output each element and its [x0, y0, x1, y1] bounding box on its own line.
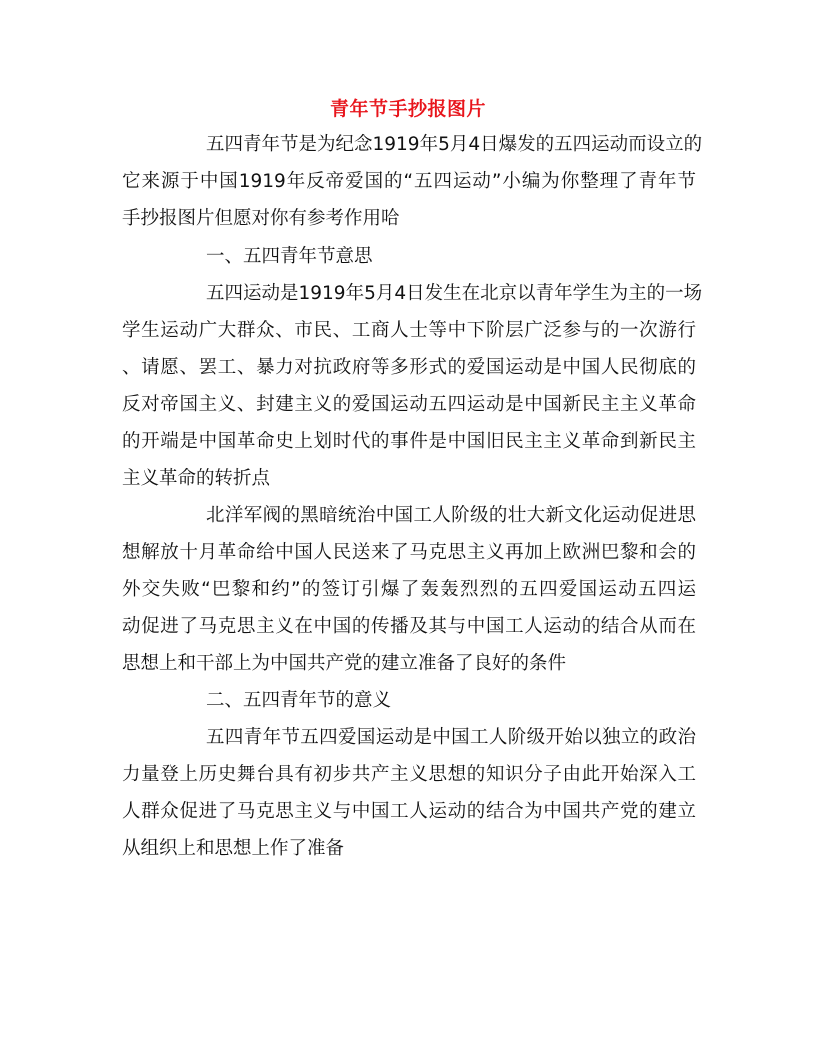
paragraph-line: 想解放十月革命给中国人民送来了马克思主义再加上欧洲巴黎和会的: [122, 542, 696, 563]
paragraph-line: 的开端是中国革命史上划时代的事件是中国旧民主主义革命到新民主: [122, 431, 696, 452]
paragraph-line: 人群众促进了马克思主义与中国工人运动的结合为中国共产党的建立: [122, 801, 696, 822]
paragraph-line: 动促进了马克思主义在中国的传播及其与中国工人运动的结合从而在: [122, 616, 696, 637]
paragraph-line: 五四青年节是为纪念1919年5月4日爆发的五四运动而设立的: [206, 134, 703, 155]
paragraph-line: 它来源于中国1919年反帝爱国的“五四运动”小编为你整理了青年节: [122, 171, 696, 192]
paragraph-line: 主义革命的转折点: [122, 468, 271, 489]
paragraph-line: 反对帝国主义、封建主义的爱国运动五四运动是中国新民主主义革命: [122, 394, 696, 415]
paragraph-line: 五四运动是1919年5月4日发生在北京以青年学生为主的一场: [206, 283, 703, 304]
paragraph-line: 五四青年节五四爱国运动是中国工人阶级开始以独立的政治: [206, 727, 696, 748]
document-title: 青年节手抄报图片: [329, 98, 486, 120]
paragraph-line: 手抄报图片但愿对你有参考作用哈: [122, 208, 400, 229]
paragraph-line: 思想上和干部上为中国共产党的建立准备了良好的条件: [122, 653, 567, 674]
paragraph-line: 学生运动广大群众、市民、工商人士等中下阶层广泛参与的一次游行: [122, 320, 696, 341]
section-heading: 一、五四青年节意思: [206, 246, 373, 267]
paragraph-line: 力量登上历史舞台具有初步共产主义思想的知识分子由此开始深入工: [122, 764, 696, 785]
paragraph-line: 外交失败“巴黎和约”的签订引爆了轰轰烈烈的五四爱国运动五四运: [122, 579, 696, 600]
paragraph-line: 、请愿、罢工、暴力对抗政府等多形式的爱国运动是中国人民彻底的: [122, 357, 696, 378]
section-heading: 二、五四青年节的意义: [206, 690, 392, 711]
paragraph-line: 北洋军阀的黑暗统治中国工人阶级的壮大新文化运动促进思: [206, 505, 696, 526]
paragraph-line: 从组织上和思想上作了准备: [122, 838, 345, 859]
